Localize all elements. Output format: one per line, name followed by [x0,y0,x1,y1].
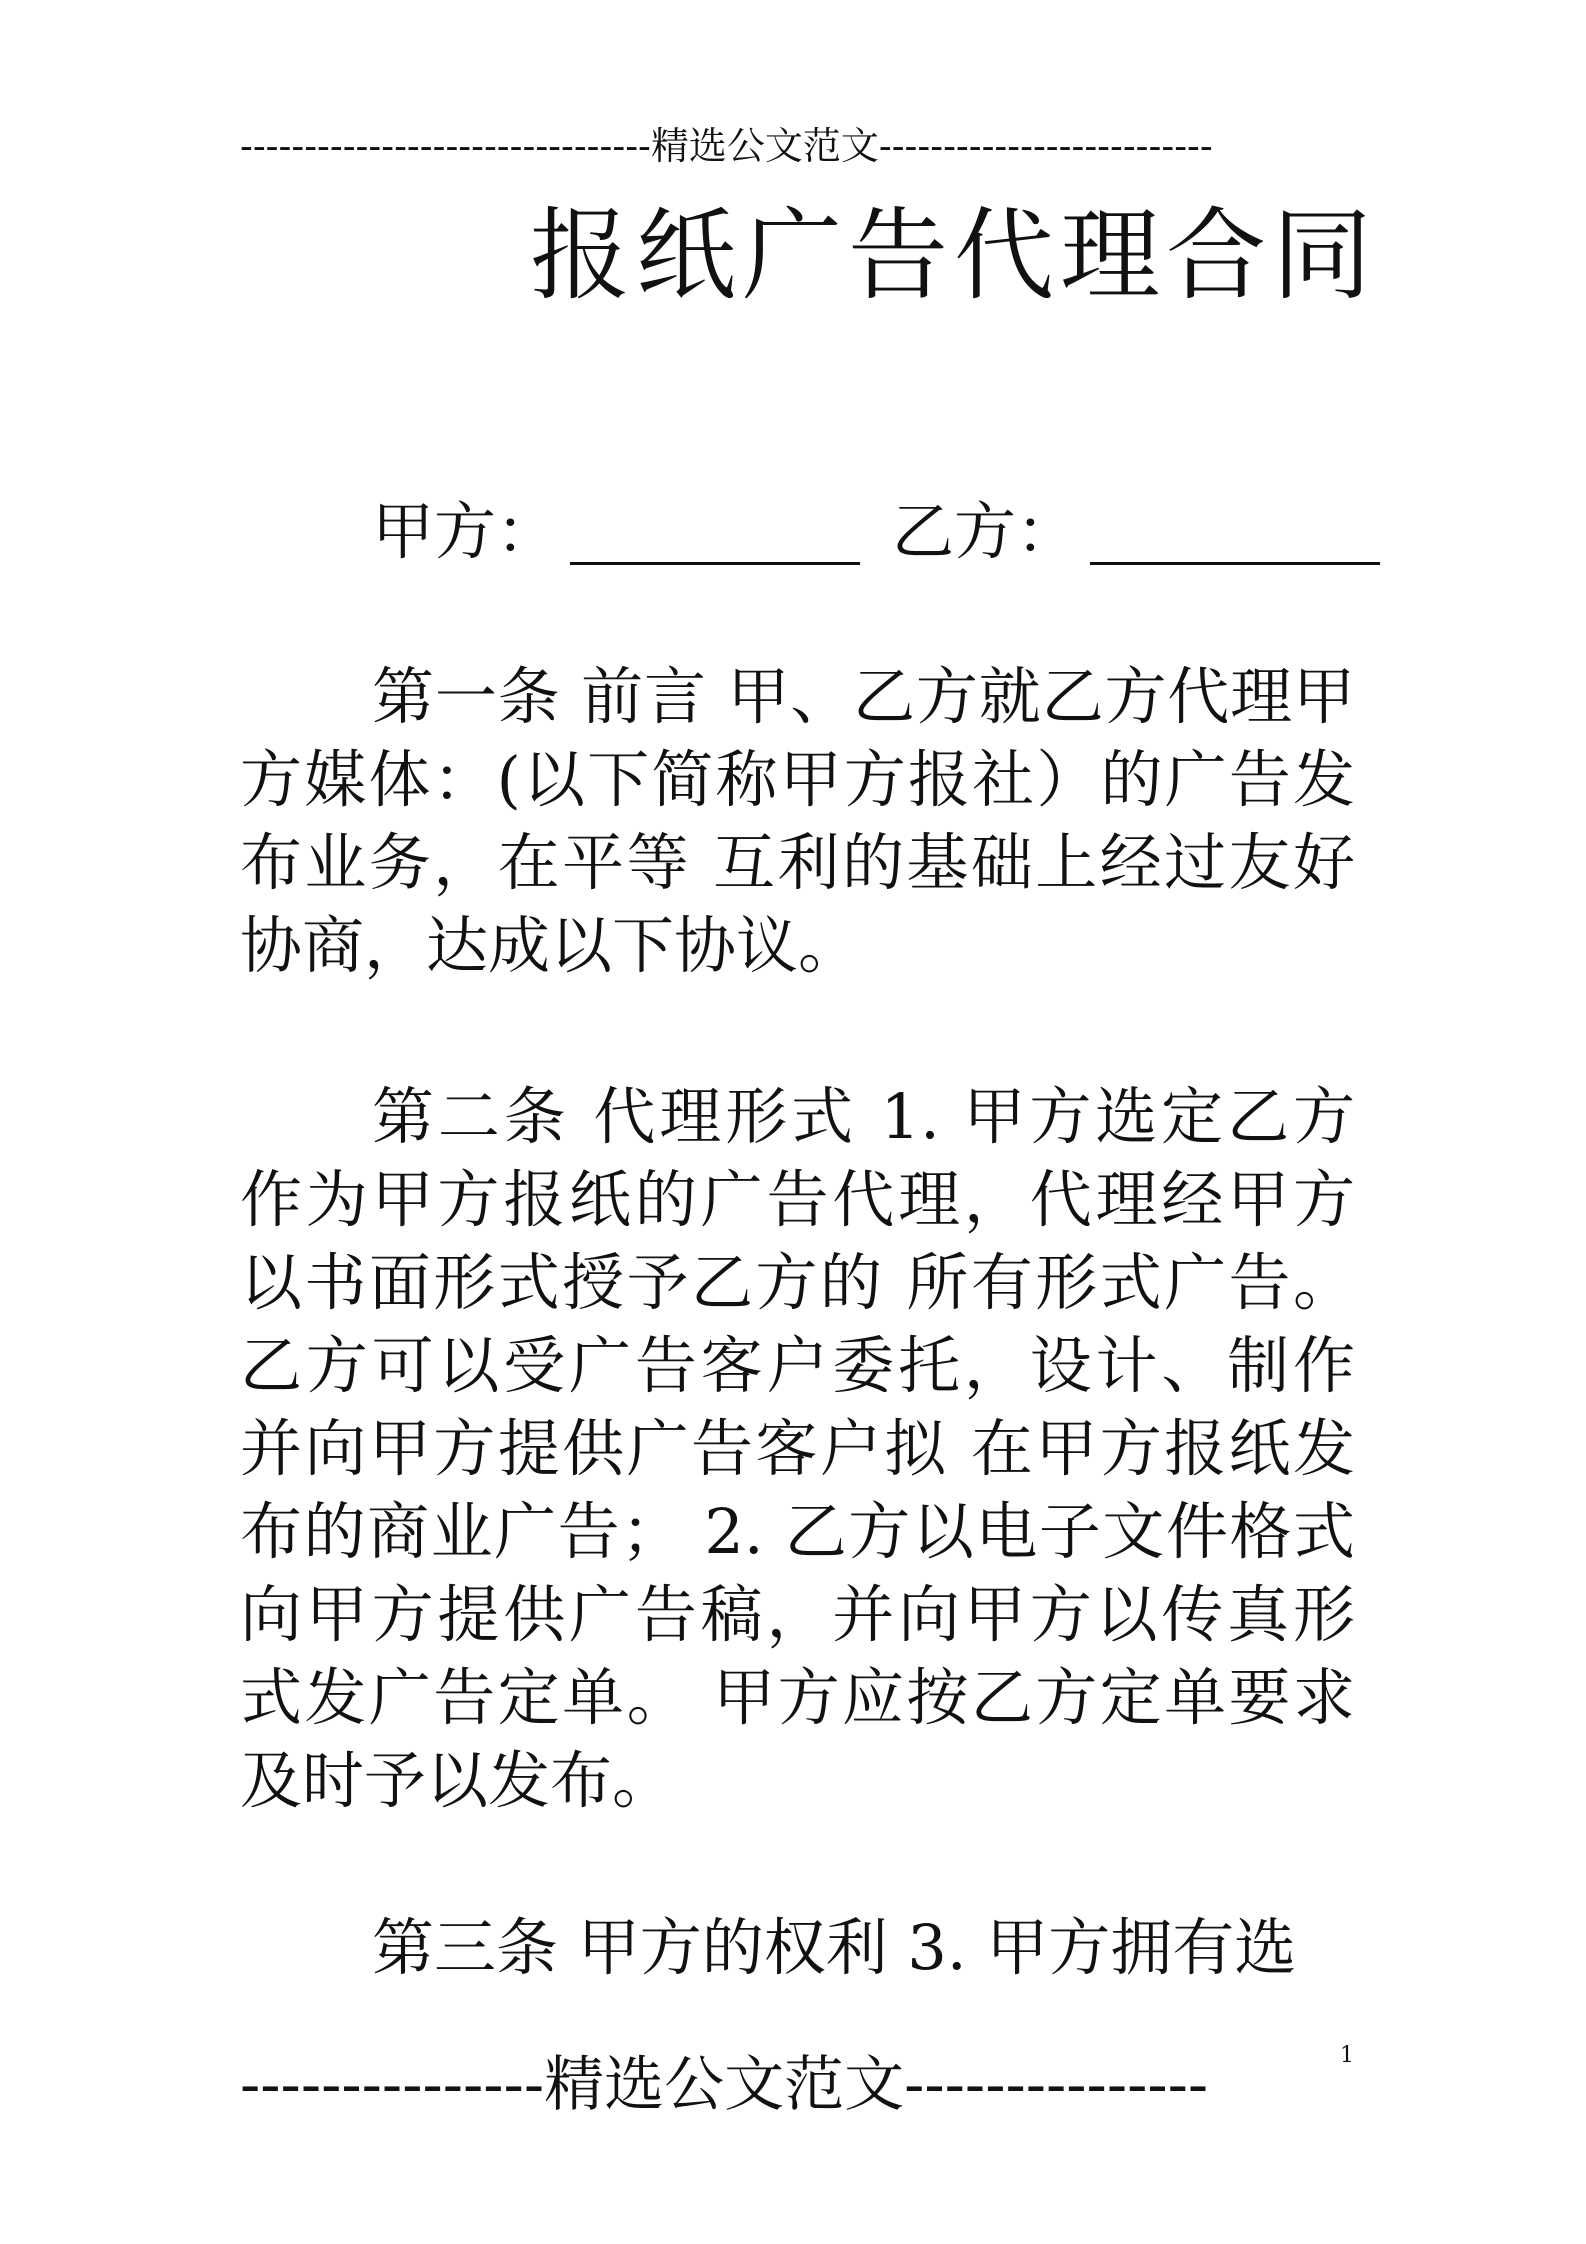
party-b-label: 乙方： [892,495,1079,568]
party-b-blank [1090,492,1380,565]
paragraph-article-2: 第二条 代理形式 1. 甲方选定乙方作为甲方报纸的广告代理，代理经甲方以书面形式授予乙方的 所有形式广告。乙方可以受广告客户委托，设计、制作并向甲方提供广告客户拟 在甲方报纸发布的商业广告； 2. 乙方以电子文件格式向甲方提供广告稿，并向甲方以传真形式发广告定单。 甲方应按乙方定单要求及时予以发布。 [240,1080,1355,1817]
party-row [372,492,1380,572]
page-footer: ---------------精选公文范文--------------- [240,2050,1209,2120]
page-number: 1 [1340,2043,1354,2068]
document-title: 报纸广告代理合同 [530,197,1378,314]
paragraph-article-1: 第一条 前言 甲、乙方就乙方代理甲方媒体：(以下简称甲方报社）的广告发布业务，在平等 互利的基础上经过友好协商，达成以下协议。 [240,660,1355,982]
page-header: --------------------------------精选公文范文-------------------------- [240,124,1213,168]
party-a-label: 甲方： [372,495,559,568]
party-a-blank [570,492,860,565]
paragraph-article-3: 第三条 甲方的权利 3. 甲方拥有选 [372,1911,1297,1984]
